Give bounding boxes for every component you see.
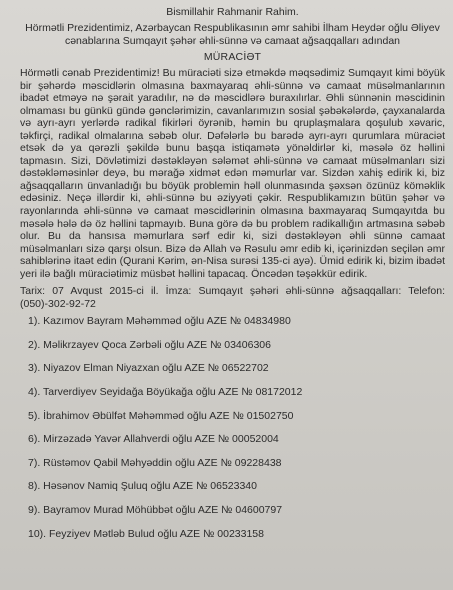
signers-list <box>20 315 445 551</box>
signer-item: 7). Rüstəmov Qabil Məhyəddin oğlu AZE № 09228438 <box>28 456 282 469</box>
signer-item: 3). Niyazov Elman Niyazxan oğlu AZE № 06522702 <box>28 362 269 375</box>
signer-item: 10). Feyziyev Mətləb Bulud oğlu AZE № 00233158 <box>28 527 264 540</box>
letter-heading: MÜRACİƏT <box>203 51 262 63</box>
signer-item: 5). İbrahimov Əbülfət Məhəmməd oğlu AZE № 01502750 <box>28 409 294 422</box>
signer-item: 1). Kazımov Bayram Məhəmməd oğlu AZE № 04834980 <box>28 315 291 328</box>
addressee-line: Hörmətli Prezidentimiz, Azərbaycan Respublikasının əmr sahibi İlham Heydər oğlu Əliyev cənablarına Sumqayıt şəhər əhli-sünnə və camaat ağsaqqalları adından <box>25 22 440 47</box>
signer-item: 6). Mirzəzadə Yavər Allahverdi oğlu AZE № 00052004 <box>28 433 279 446</box>
signer-item: 2). Məlikrzayev Qoca Zərbəli oğlu AZE № 03406306 <box>28 338 271 351</box>
bismillah-line: Bismillahir Rahmanir Rahim. <box>166 6 299 18</box>
signer-item: 8). Həsənov Namiq Şuluq oğlu AZE № 06523340 <box>28 480 257 493</box>
letter-body: Hörmətli cənab Prezidentimiz! Bu müraciəti sizə etməkdə məqsədimiz Sumqayıt kimi böyük bir şəhərdə məscidlərin olmasına baxmayaraq əhli-sünnə və camaat müsəlmanlarının ibadət etməyə nə şərait yaradılır, nə də məscidlərə buraxılırlar. Əhli sünnənin məscidinin olmaması bu günkü gündə gənclərimizin, cavanlarımızın sosial şəbəkələrdə, çayxanalarda və ayrı-ayrı yerlərdə radikal fikirləri öyrənib, həmin bu qruplaşmalara qoşulub xəvaric, təkfirçi, radikal olmalarına səbəb olur. Dəfələrlə bu barədə ayrı-ayrı qurumlara müraciət etsək də ya qərəzli şəkildə bunu başqa istiqamətə yönəldirlər ki, məsələ öz həllini tapmasın. Sizi, Dövlətimizi dəstəkləyən sələmət əhli-sünnə və camaat müsəlmanları sizi dəstəkləməsinlər deyə, bu mərağə xidmət edən məmurlar var. Sizdən xahiş edirik ki, biz ağsaqqalların ünvanladığı bu böyük problemin həll olunmasında şəxsən özünüz köməklik edəsiniz. Neçə illərdir ki, əhli-sünnə bu əziyyəti çəkir. Respublikamızın bütün şəhər və rayonlarında əhli-sünnə və camaat məscidlərinin olmasına baxmayaraq Sumqayıtda bu məsələ hələ də öz həllini tapmayıb. Buna görə də bu problem radikallığın artmasına səbəb olur. Bu da hansısa məmurlara sərf edir ki, sizi dəstəkləyən əhli sünnə camaat müsəlmanları sizə qarşı olsun. Bizə də Allah və Rəsulu əmr edib ki, içərinizdən seçilən əmr sahiblərinə itaət edin (Qurani Kərim, ən-Nisa surəsi 135-ci ayə). Ümid edirik ki, bizim ibadət yeri ilə bağlı müraciətimiz müsbət həllini tapacaq. Öncədən təşəkkür edirik. <box>20 67 445 280</box>
signer-item: 4). Tarverdiyev Seyidağa Böyükağa oğlu AZE № 08172012 <box>28 386 303 399</box>
signer-item: 9). Bayramov Murad Möhübbət oğlu AZE № 04600797 <box>28 504 283 517</box>
date-signature-line: Tarix: 07 Avqust 2015-ci il. İmza: Sumqayıt şəhəri əhli-sünnə ağsaqqalları: Telefon: (050)-302-92-72 <box>20 285 445 311</box>
